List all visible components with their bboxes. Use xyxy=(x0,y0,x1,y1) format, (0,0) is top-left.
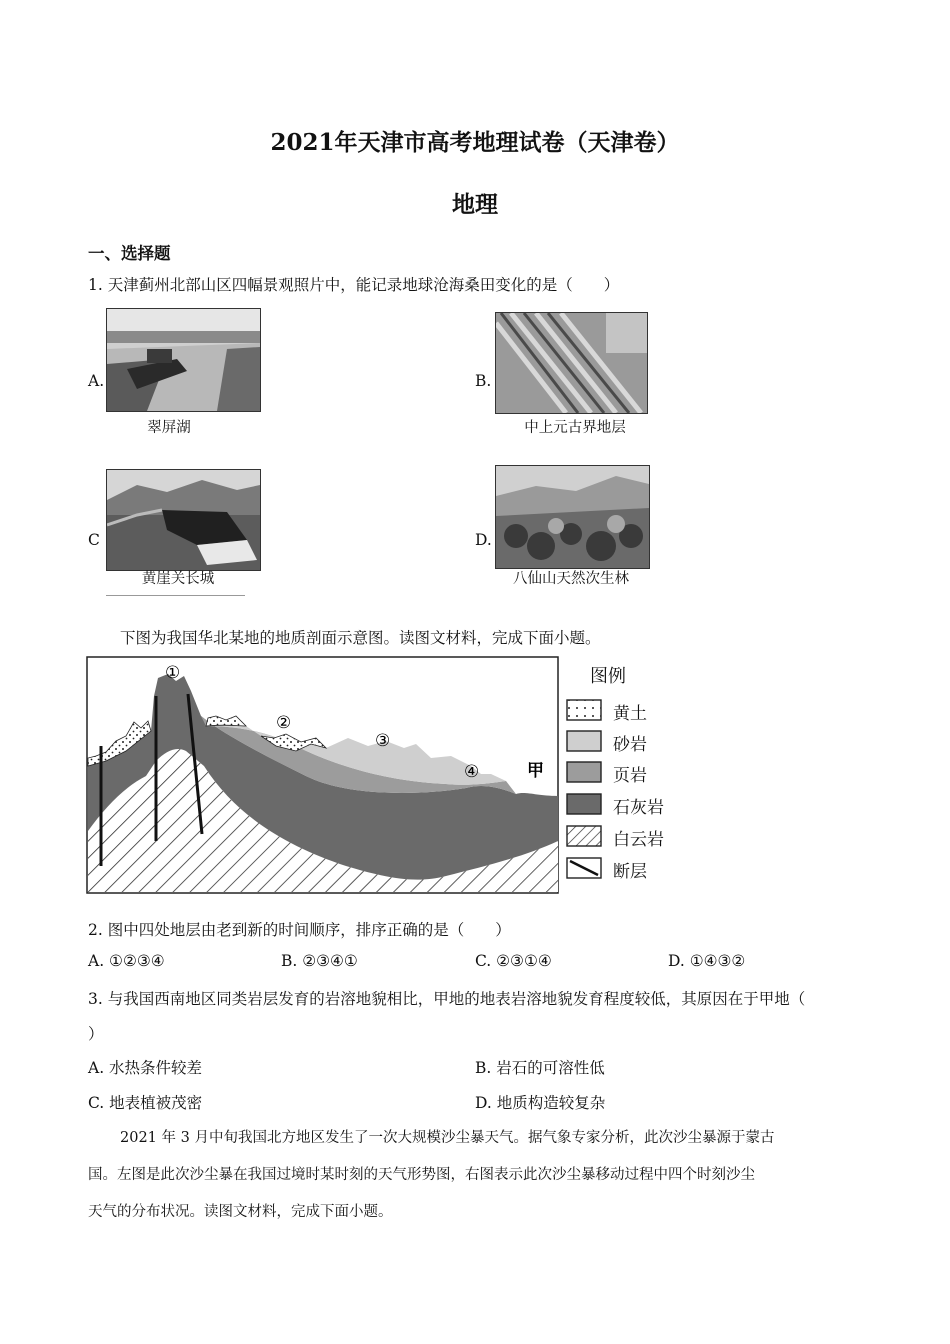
page-title: 2021年天津市高考地理试卷（天津卷） xyxy=(270,129,680,156)
marker-2: ② xyxy=(276,713,292,733)
marker-4: ④ xyxy=(464,762,480,782)
q3-option-b: B. 岩石的可溶性低 xyxy=(475,1059,605,1077)
q2-option-a: A. ①②③④ xyxy=(88,952,165,970)
geology-cross-section xyxy=(86,656,560,894)
legend-dolomite: 白云岩 xyxy=(613,830,664,850)
legend xyxy=(566,697,696,887)
q3-option-a: A. 水热条件较差 xyxy=(88,1059,203,1077)
site-label-jia: 甲 xyxy=(527,761,544,781)
legend-sandstone: 砂岩 xyxy=(613,735,647,755)
q1-option-c-letter: C xyxy=(88,531,100,549)
q2-option-b: B. ②③④① xyxy=(281,952,358,970)
intro-sandstorm-line1: 2021 年 3 月中旬我国北方地区发生了一次大规模沙尘暴天气。据气象专家分析，此次沙尘暴源于蒙古 xyxy=(120,1130,775,1146)
page-subtitle: 地理 xyxy=(452,191,498,218)
legend-limestone: 石灰岩 xyxy=(613,798,664,818)
legend-title: 图例 xyxy=(590,666,626,687)
q1-option-a-caption: 翠屏湖 xyxy=(147,420,191,436)
legend-fault: 断层 xyxy=(613,862,647,882)
photo-strata xyxy=(495,312,648,414)
photo-cuiping-lake xyxy=(106,308,261,412)
q1-option-d-letter: D. xyxy=(475,531,492,549)
q1-option-b-caption: 中上元古界地层 xyxy=(524,420,626,436)
q3-option-d: D. 地质构造较复杂 xyxy=(475,1094,606,1112)
q3-option-c: C. 地表植被茂密 xyxy=(88,1094,203,1112)
caption-underline xyxy=(106,595,245,596)
q3-stem-line2: ） xyxy=(88,1025,104,1043)
intro-geology-figure: 下图为我国华北某地的地质剖面示意图。读图文材料，完成下面小题。 xyxy=(120,629,601,647)
legend-shale: 页岩 xyxy=(613,766,647,786)
q1-option-d-caption: 八仙山天然次生林 xyxy=(513,571,629,587)
q2-option-c: C. ②③①④ xyxy=(475,952,552,970)
q3-stem-line1: 3. 与我国西南地区同类岩层发育的岩溶地貌相比，甲地的地表岩溶地貌发育程度较低，其原因在于甲地（ xyxy=(88,990,806,1008)
section-heading: 一、选择题 xyxy=(88,244,171,263)
legend-loess: 黄土 xyxy=(613,704,647,724)
q1-stem: 1. 天津蓟州北部山区四幅景观照片中，能记录地球沧海桑田变化的是（ ） xyxy=(88,276,620,294)
marker-3: ③ xyxy=(375,731,391,751)
q1-option-a-letter: A. xyxy=(88,372,105,390)
photo-forest xyxy=(495,465,650,569)
q2-stem: 2. 图中四处地层由老到新的时间顺序，排序正确的是（ ） xyxy=(88,921,511,939)
q1-option-b-letter: B. xyxy=(475,372,492,390)
intro-sandstorm-line2: 国。左图是此次沙尘暴在我国过境时某时刻的天气形势图，右图表示此次沙尘暴移动过程中四个时刻沙尘 xyxy=(88,1167,755,1183)
marker-1: ① xyxy=(165,663,181,683)
q2-option-d: D. ①④③② xyxy=(668,952,746,970)
intro-sandstorm-line3: 天气的分布状况。读图文材料，完成下面小题。 xyxy=(88,1204,393,1220)
photo-great-wall xyxy=(106,469,261,571)
q1-option-c-caption: 黄崖关长城 xyxy=(141,571,215,587)
